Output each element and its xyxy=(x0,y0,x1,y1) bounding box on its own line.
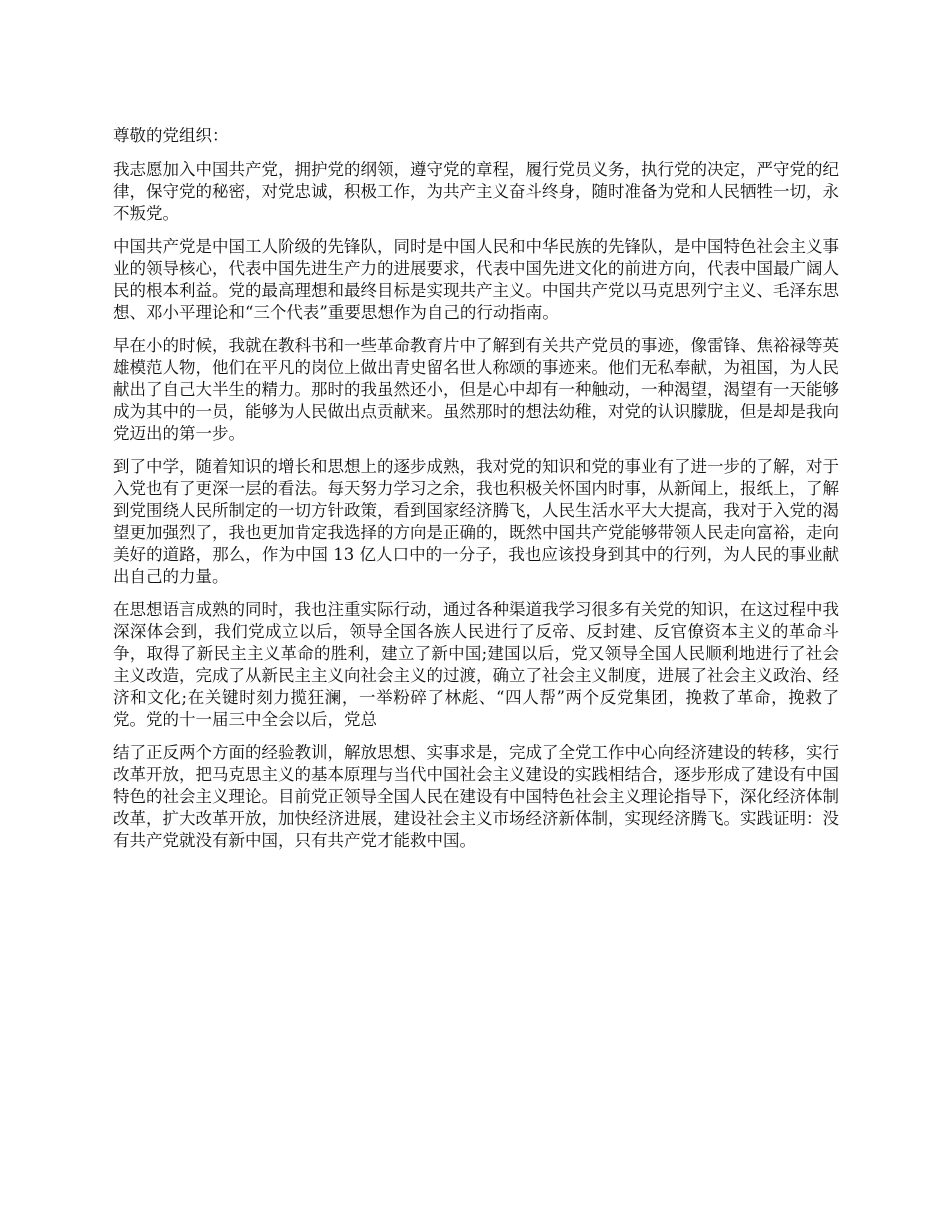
paragraph-party-nature: 中国共产党是中国工人阶级的先锋队，同时是中国人民和中华民族的先锋队，是中国特色社会主义事业的领导核心，代表中国先进生产力的进展要求，代表中国先进文化的前进方向，代表中国最广阔人民的根本利益。党的最高理想和最终目标是实现共产主义。中国共产党以马克思列宁主义、毛泽东思想、邓小平理论和“三个代表”重要思想作为自己的行动指南。 xyxy=(113,237,839,322)
paragraph-actions: 在思想语言成熟的同时，我也注重实际行动，通过各种渠道我学习很多有关党的知识，在这过程中我深深体会到，我们党成立以后，领导全国各族人民进行了反帝、反封建、反官僚资本主义的革命斗争，取得了新民主主义革命的胜利，建立了新中国;建国以后，党又领导全国人民顺利地进行了社会主义改造，完成了从新民主主义向社会主义的过渡，确立了社会主义制度，进展了社会主义政治、经济和文化;在关键时刻力揽狂澜，一举粉碎了林彪、“四人帮”两个反党集团，挽救了革命，挽救了党。党的十一届三中全会以后，党总 xyxy=(113,600,839,729)
letter-body xyxy=(113,125,839,863)
paragraph-pledge: 我志愿加入中国共产党，拥护党的纲领，遵守党的章程，履行党员义务，执行党的决定，严守党的纪律，保守党的秘密，对党忠诚，积极工作，为共产主义奋斗终身，随时准备为党和人民牺牲一切，永不叛党。 xyxy=(113,160,839,223)
paragraph-middle-school: 到了中学，随着知识的增长和思想上的逐步成熟，我对党的知识和党的事业有了进一步的了解，对于入党也有了更深一层的看法。每天努力学习之余，我也积极关怀国内时事，从新闻上，报纸上，了解到党围绕人民所制定的一切方针政策，看到国家经济腾飞，人民生活水平大大提高，我对于入党的渴望更加强烈了，我也更加肯定我选择的方向是正确的，既然中国共产党能够带领人民走向富裕，走向美好的道路，那么，作为中国 13 亿人口中的一分子，我也应该投身到其中的行列，为人民的事业献出自己的力量。 xyxy=(113,457,839,586)
paragraph-childhood: 早在小的时候，我就在教科书和一些革命教育片中了解到有关共产党员的事迹，像雷锋、焦裕禄等英雄模范人物，他们在平凡的岗位上做出青史留名世人称颂的事迹来。他们无私奉献，为祖国，为人民献出了自己大半生的精力。那时的我虽然还小，但是心中却有一种触动，一种渴望，渴望有一天能够成为其中的一员，能够为人民做出点贡献来。虽然那时的想法幼稚，对党的认识朦胧，但是却是我向党迈出的第一步。 xyxy=(113,336,839,443)
paragraph-conclusion: 结了正反两个方面的经验教训，解放思想、实事求是，完成了全党工作中心向经济建设的转移，实行改革开放，把马克思主义的基本原理与当代中国社会主义建设的实践相结合，逐步形成了建设有中国特色的社会主义理论。目前党正领导全国人民在建设有中国特色社会主义理论指导下，深化经济体制改革，扩大改革开放，加快经济进展，建设社会主义市场经济新体制，实现经济腾飞。实践证明：没有共产党就没有新中国，只有共产党才能救中国。 xyxy=(113,743,839,850)
salutation: 尊敬的党组织： xyxy=(113,126,229,145)
